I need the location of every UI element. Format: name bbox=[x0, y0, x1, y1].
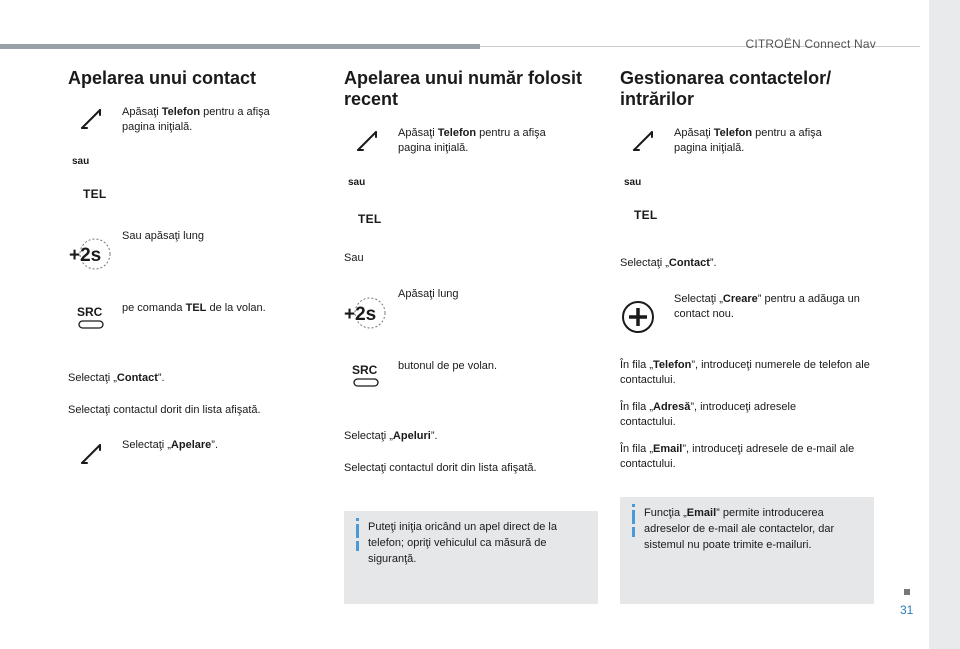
info-note bbox=[344, 511, 598, 604]
col1-step-long-press: Sau apăsaţi lung bbox=[122, 230, 204, 242]
src-steering-button-icon bbox=[351, 362, 381, 388]
long-press-icon bbox=[68, 235, 112, 273]
col2-step-long-press: Apăsaţi lung bbox=[398, 288, 459, 300]
col3-sau-label: sau bbox=[624, 177, 642, 188]
page-number: 31 bbox=[900, 603, 914, 617]
col1-sau-label: sau bbox=[72, 156, 90, 167]
svg-text:+2s: +2s bbox=[69, 245, 102, 266]
info-icon-bar bbox=[632, 510, 635, 524]
col2-sau2-label: Sau bbox=[344, 252, 364, 264]
side-strip bbox=[929, 0, 960, 649]
tel-button-label: TEL bbox=[83, 187, 107, 201]
col1-step-select-contact: Selectaţi „Contact”. bbox=[68, 372, 165, 384]
col3-step-adresa-tab: În fila „Adresă”, introduceţi adresele contactului. bbox=[620, 401, 797, 428]
brand-header: CITROËN Connect Nav bbox=[745, 37, 876, 51]
col2-step-telefon: Apăsaţi Telefon pentru a afişa pagina iniţială. bbox=[398, 127, 546, 154]
info-icon bbox=[632, 504, 635, 507]
col3-step-creare: Selectaţi „Creare” pentru a adăuga un contact nou. bbox=[674, 293, 860, 320]
top-rule bbox=[0, 44, 480, 49]
col2-sau-label: sau bbox=[348, 177, 366, 188]
col2-title: Apelarea unui număr folosit recent bbox=[344, 68, 583, 109]
svg-text:SRC: SRC bbox=[77, 305, 103, 319]
col1-title: Apelarea unui contact bbox=[68, 68, 257, 88]
page-marker bbox=[904, 589, 910, 595]
svg-text:+2s: +2s bbox=[344, 304, 377, 325]
tel-button-label: TEL bbox=[358, 212, 382, 226]
add-icon bbox=[621, 300, 655, 334]
col1-step-apelare: Selectaţi „Apelare”. bbox=[122, 439, 219, 451]
col3-step-select-contact: Selectaţi „Contact”. bbox=[620, 257, 717, 269]
info-note-text: Puteţi iniţia oricând un apel direct de la telefon; opriţi vehiculul ca măsură de siguranţă. bbox=[368, 521, 557, 565]
info-icon-bar bbox=[632, 527, 635, 537]
phone-icon bbox=[631, 128, 657, 154]
col2-step-apeluri: Selectaţi „Apeluri”. bbox=[344, 430, 438, 442]
long-press-icon bbox=[343, 294, 387, 332]
col2-step-choose-contact: Selectaţi contactul dorit din lista afişată. bbox=[344, 462, 537, 474]
col3-step-telefon-tab: În fila „Telefon”, introduceţi numerele de telefon ale contactului. bbox=[620, 359, 870, 386]
col3-step-telefon: Apăsaţi Telefon pentru a afişa pagina iniţială. bbox=[674, 127, 822, 154]
phone-icon bbox=[79, 441, 105, 467]
info-icon-bar bbox=[356, 541, 359, 551]
col2-step-wheel-button: butonul de pe volan. bbox=[398, 360, 498, 372]
col1-step-tel-wheel: pe comanda TEL de la volan. bbox=[122, 302, 266, 314]
phone-icon bbox=[355, 128, 381, 154]
phone-icon bbox=[79, 106, 105, 132]
src-steering-button-icon bbox=[76, 304, 106, 330]
col1-step-choose-contact: Selectaţi contactul dorit din lista afişată. bbox=[68, 404, 261, 416]
info-note bbox=[620, 497, 874, 604]
tel-button-label: TEL bbox=[634, 208, 658, 222]
col1-step-telefon: Apăsaţi Telefon pentru a afişa pagina iniţială. bbox=[122, 106, 270, 133]
info-icon bbox=[356, 518, 359, 521]
col3-step-email-tab: În fila „Email”, introduceţi adresele de e-mail ale contactului. bbox=[620, 443, 855, 470]
info-icon-bar bbox=[356, 524, 359, 538]
svg-text:SRC: SRC bbox=[352, 363, 378, 377]
col3-title: Gestionarea contactelor/ intrărilor bbox=[620, 68, 832, 109]
info-note-text: Funcţia „Email” permite introducerea adreselor de e-mail ale contactelor, dar sistemul nu poate trimite e-mailuri. bbox=[644, 507, 835, 551]
